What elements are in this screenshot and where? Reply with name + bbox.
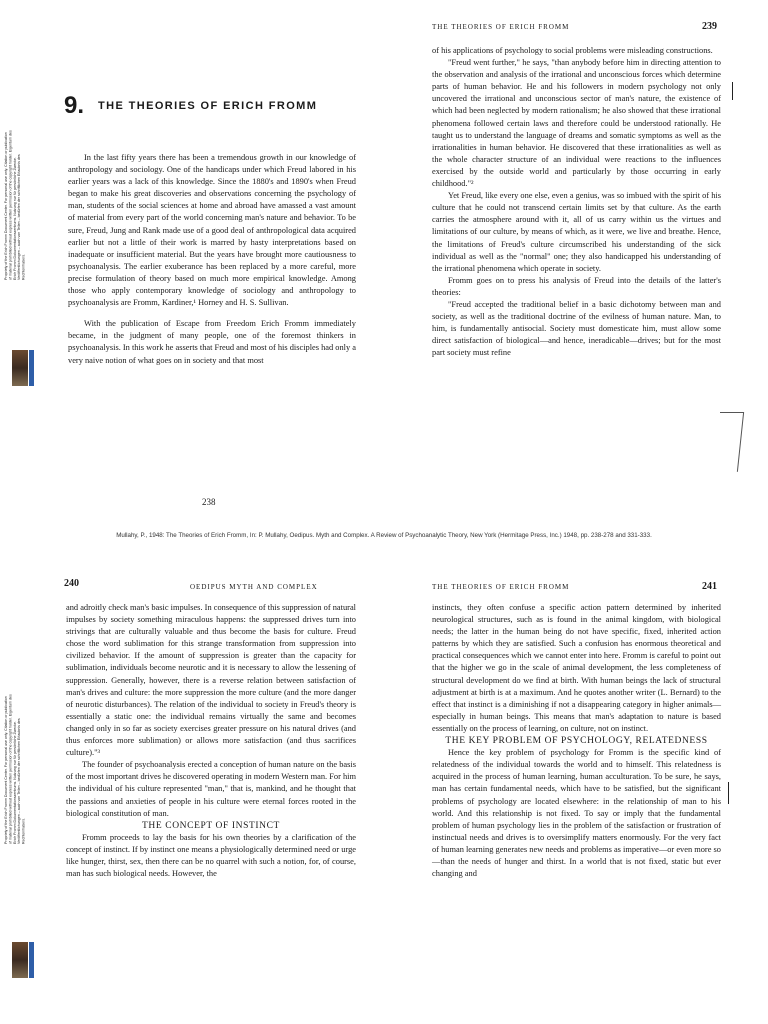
page-239 — [384, 0, 768, 520]
paragraph: of his applications of psychology to social problems were misleading constructions. — [432, 46, 713, 55]
page-241 — [384, 574, 768, 1024]
page-number: 238 — [202, 497, 216, 507]
running-head: THE THEORIES OF ERICH FROMM — [432, 23, 570, 31]
chapter-number: 9. — [64, 92, 85, 119]
running-head: THE THEORIES OF ERICH FROMM — [432, 583, 570, 591]
body-text — [66, 602, 356, 880]
page-240 — [0, 574, 384, 1024]
paragraph: In the last fifty years there has been a tremendous growth in our knowledge of anthropology and sociology. One of the handicaps under which Freud labored in his earlier years was a lack of this knowledge. Since the 1880's and 1890's when Freud began to make his great discoveries and observations concerning the psychology of man, students of the social sciences at home and abroad have amassed a vast amount of material from every part of the world concerning man's nature and behavior. To be sure, Freud, Jung and Rank made use of a good deal of anthropological data acquired earlier but not a little of their work is marred by hasty interpretations based on inadequate or insufficient material. But the years have brought more cautiousness to psychoanalysis. The earlier exuberance has been replaced by a more careful, more precise formulation of theory based on much more empirical knowledge. Among those who apply contemporary knowledge of sociology and anthropology to psychoanalysis are Fromm, Kardiner,¹ Horney and H. S. Sullivan. — [68, 153, 356, 308]
chapter-title: THE THEORIES OF ERICH FROMM — [98, 100, 318, 112]
paragraph: Fromm proceeds to lay the basis for his own theories by a clarification of the concept of instinct. If by instinct one means a physiologically determined need or urge like hunger, thirst, sex, then there can be no quarrel with such a notion, for, of course, man has such biological needs. However, the — [66, 832, 356, 879]
author-photo — [12, 942, 28, 978]
citation-caption: Mullahy, P., 1948: The Theories of Erich Fromm, In: P. Mullahy, Oedipus. Myth and Complex. A Review of Psychoanalytic Theory, New York (Hermitage Press, Inc.) 1948, pp. 238-278 and 331-333. — [116, 532, 652, 539]
copyright-notice: Propriety of the Erich Fromm Document Center. For personal use only. Citation or publication of material prohibited without express written permission of the copyright holder. Eigentum des Erich Fromm Dokumentationszentrums. Nutzung nur für persönliche Zwecke. Veröffentlichungen – auch von Teilen – bedürfen der schriftlichen Erlaubnis des Rechteinhabers. — [4, 130, 26, 280]
paragraph: "Freud went further," he says, "than anybody before him in directing attention to the observation and analysis of the irrational and unconscious forces which determine parts of human behavior. He and his followers in modern psychology not only uncovered the irrational and unconscious sector of man's nature, the existence of which had been neglected by modern rationalism; he also showed that these irrational phenomena followed certain laws and therefore could be understood rationally. He taught us to understand the language of dreams and somatic symptoms as well as the irrationalities in human behavior. He discovered that these irrationalities as well as the whole character structure of an individual were reactions to the influences exercised by the outside world and particularly by those occurring in early childhood."² — [432, 58, 721, 189]
fromm-online-logo — [29, 350, 34, 386]
paragraph: With the publication of Escape from Freedom Erich Fromm immediately became, in the judgment of many people, one of the foremost thinkers in psychoanalysis. In this work he asserts that Freud and most of his disciples had only a very naive notion of what goes on in society and that most — [68, 319, 356, 365]
author-photo — [12, 350, 28, 386]
paragraph: The founder of psychoanalysis erected a conception of human nature on the basis of the most important drives he discovered operating in modern Western man. For him the individual of his culture represented "man," that is, mankind, and he thought that the passions and anxieties of people in his culture were eternal forces rooted in the biological constitution of man. — [66, 760, 356, 818]
page-number: 241 — [702, 581, 717, 592]
copyright-notice: Propriety of the Erich Fromm Document Center. For personal use only. Citation or publication of material prohibited without express written permission of the copyright holder. Eigentum des Erich Fromm Dokumentationszentrums. Nutzung nur für persönliche Zwecke. Veröffentlichungen – auch von Teilen – bedürfen der schriftlichen Erlaubnis des Rechteinhabers. — [4, 694, 26, 844]
paragraph: "Freud accepted the traditional belief in a basic dichotomy between man and society, as well as the traditional doctrine of the evilness of human nature. Man, to him, is fundamentally antisocial. Society must domesticate him, must allow some direct satisfaction of biological—and hence, ineradicable—drives; but for the most part society must refine — [432, 299, 721, 358]
paragraph: and adroitly check man's basic impulses. In consequence of this suppression of natural impulses by society something miraculous happens: the suppressed drives turn into strivings that are culturally valuable and thus become the basis for culture. Freud chose the word sublimation for this strange transformation from suppression into civilized behavior. If the amount of suppression is greater than the capacity for sublimation, individuals become neurotic and it is necessary to allow the lessening of suppression. Generally, however, there is a reverse relation between satisfaction of man's drives and culture: the more suppression the more culture (and the more danger of neurotic disturbances). The relation of the individual to society in Freud's theory is essentially a static one: the individual remains virtually the same and becomes changed only in so far as society exercises greater pressure on his natural drives (and thus enforces more sublimation) or allows more satisfaction (and thus sacrifices culture)."³ — [66, 603, 356, 758]
margin-mark — [720, 412, 744, 413]
page-number: 239 — [702, 21, 717, 32]
fromm-online-logo — [29, 942, 34, 978]
margin-mark — [737, 412, 744, 472]
paragraph: instincts, they often confuse a specific action pattern determined by inherited neurological structures, such as is found in the animal kingdom, with biological needs; the latter in the human being do not have specific, fixed, inherited action patterns by which they are satisfied. Such a confusion has enormous theoretical and practical consequences which we cannot enter into here. Fromm is careful to point out that the higher we go in the scale of animal development, the less completeness of structural development do we find at birth. With human beings the lack of structural adjustment at birth is at a maximum. And he quotes another writer (L. Bernard) to the effect that instinct is a diminishing if not a disappearing category in higher animals—especially in human beings. This means that man's adaptation to nature is based essentially on the process of learning, on culture, not on instinct. — [432, 603, 721, 733]
body-text — [432, 45, 721, 359]
body-text — [432, 602, 721, 880]
running-head: OEDIPUS MYTH AND COMPLEX — [190, 583, 318, 591]
paragraph: Fromm goes on to press his analysis of Freud into the details of the latter's theories: — [432, 275, 721, 297]
page-238 — [0, 0, 384, 520]
margin-mark — [724, 782, 729, 804]
paragraph: Hence the key problem of psychology for Fromm is the specific kind of relatedness of the individual towards the world and to himself. This relatedness is acquired in the process of human learning, human acculturation. To be sure, he says, man has certain fundamental needs, which have to be satisfied, but the significant problems of psychology are located elsewhere: in the relationship of man to his world. And this relationship is not fixed. To say or imply that the fundamental problem of human psychology lies in the problem of the satisfaction or frustration of instinctual needs and drives is to oversimplify matters enormously. For the very fact of human learning generates new needs and problems as imperative—or even more so—than the needs of hunger and thirst. In a world that is not fixed, static but ever changing and — [432, 748, 721, 879]
section-heading: THE KEY PROBLEM OF PSYCHOLOGY, RELATEDNESS — [445, 736, 708, 747]
margin-mark — [728, 82, 733, 100]
body-text — [68, 152, 356, 367]
paragraph: Yet Freud, like every one else, even a genius, was so imbued with the spirit of his culture that he could not transcend certain limits set by that culture. As the earth carries the atmosphere around with it, all of us carry within us the virtues and limitations of our culture, by means of which, as it were, we live and breathe. Hence, the limitations of Freud's culture circumscribed his understanding of the sick individual as well as the "normal" one; they also handicapped his understanding of the irrational phenomena which operate in society. — [432, 191, 721, 273]
page-number: 240 — [64, 578, 79, 589]
section-heading: THE CONCEPT OF INSTINCT — [142, 820, 280, 831]
